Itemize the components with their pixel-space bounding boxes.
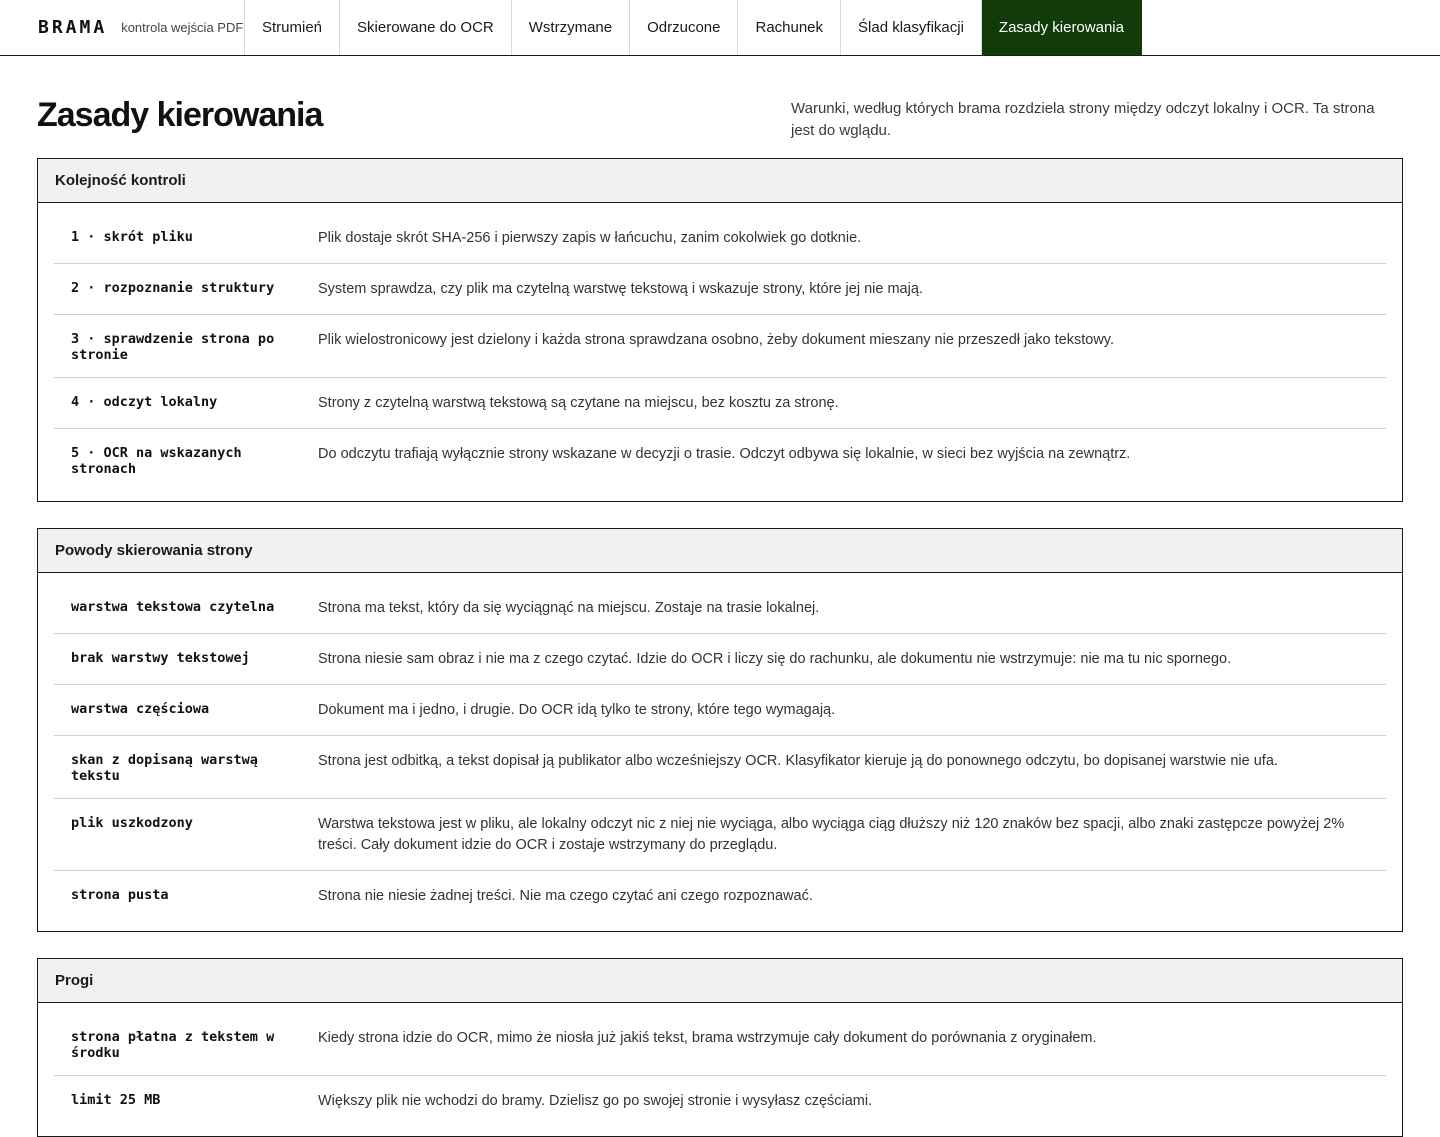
tab-skierowane-do-ocr[interactable]: Skierowane do OCR xyxy=(340,0,512,55)
rule-row xyxy=(54,315,1386,378)
brand xyxy=(0,0,244,55)
rule-term: 5 · OCR na wskazanych stronach xyxy=(71,445,242,477)
rule-description: Dokument ma i jedno, i drugie. Do OCR idą tylko te strony, które tego wymagają. xyxy=(318,702,836,718)
top-bar xyxy=(0,0,1440,56)
tab-slad-klasyfikacji[interactable]: Ślad klasyfikacji xyxy=(841,0,982,55)
rule-description: Kiedy strona idzie do OCR, mimo że niosła już jakiś tekst, brama wstrzymuje cały dokument do porównania z oryginałem. xyxy=(318,1030,1097,1046)
rule-description: Strony z czytelną warstwą tekstową są czytane na miejscu, bez kosztu za stronę. xyxy=(318,395,839,411)
rule-row xyxy=(54,264,1386,315)
rule-row xyxy=(54,799,1386,871)
rule-term: limit 25 MB xyxy=(71,1092,161,1108)
rule-description: Strona jest odbitką, a tekst dopisał ją publikator albo wcześniejszy OCR. Klasyfikator kieruje ją do ponownego odczytu, bo dopisanej warstwie nie ufa. xyxy=(318,753,1278,769)
section-kolejnosc-kontroli xyxy=(37,158,1403,502)
rule-row xyxy=(54,685,1386,736)
rule-term: strona płatna z tekstem w środku xyxy=(71,1029,275,1061)
rule-term: plik uszkodzony xyxy=(71,815,193,831)
page-header xyxy=(0,56,1440,158)
rule-description: Strona niesie sam obraz i nie ma z czego czytać. Idzie do OCR i liczy się do rachunku, ale dokumentu nie wstrzymuje: nie ma tu nic spornego. xyxy=(318,651,1232,667)
rule-term: 3 · sprawdzenie strona po stronie xyxy=(71,331,275,363)
rule-row xyxy=(54,634,1386,685)
tab-odrzucone[interactable]: Odrzucone xyxy=(630,0,738,55)
rule-row xyxy=(54,1076,1386,1126)
rule-row xyxy=(54,871,1386,921)
rule-description: Strona ma tekst, który da się wyciągnąć na miejscu. Zostaje na trasie lokalnej. xyxy=(318,600,820,616)
rule-term: brak warstwy tekstowej xyxy=(71,650,250,666)
main-nav xyxy=(244,0,1142,55)
rule-term: warstwa tekstowa czytelna xyxy=(71,599,275,615)
rule-description: System sprawdza, czy plik ma czytelną warstwę tekstową i wskazuje strony, które jej nie mają. xyxy=(318,281,923,297)
rule-description: Do odczytu trafiają wyłącznie strony wskazane w decyzji o trasie. Odczyt odbywa się lokalnie, w sieci bez wyjścia na zewnątrz. xyxy=(318,446,1131,462)
section-title: Progi xyxy=(38,959,1402,1003)
brand-name: BRAMA xyxy=(38,17,108,38)
section-powody-skierowania xyxy=(37,528,1403,932)
tab-rachunek[interactable]: Rachunek xyxy=(738,0,841,55)
rule-row xyxy=(54,1013,1386,1076)
rule-description: Strona nie niesie żadnej treści. Nie ma czego czytać ani czego rozpoznawać. xyxy=(318,888,813,904)
rule-description: Warstwa tekstowa jest w pliku, ale lokalny odczyt nic z niej nie wyciąga, albo wyciąga ciąg dłuższy niż 120 znaków bez spacji, albo znaki zastępcze powyżej 2% treści. Cały dokument idzie do OCR i zostaje wstrzymany do przeglądu. xyxy=(318,816,1345,853)
rule-term: strona pusta xyxy=(71,887,169,903)
tab-strumien[interactable]: Strumień xyxy=(245,0,340,55)
section-title: Powody skierowania strony xyxy=(38,529,1402,573)
rule-term: 4 · odczyt lokalny xyxy=(71,394,218,410)
rule-row xyxy=(54,429,1386,491)
rule-term: 1 · skrót pliku xyxy=(71,229,193,245)
rule-term: skan z dopisaną warstwą tekstu xyxy=(71,752,258,784)
rule-description: Plik wielostronicowy jest dzielony i każda strona sprawdzana osobno, żeby dokument mieszany nie przeszedł jako tekstowy. xyxy=(318,332,1115,348)
rule-row xyxy=(54,583,1386,634)
section-title: Kolejność kontroli xyxy=(38,159,1402,203)
rule-description: Większy plik nie wchodzi do bramy. Dzielisz go po swojej stronie i wysyłasz częściami. xyxy=(318,1093,873,1109)
brand-subtitle: kontrola wejścia PDF xyxy=(121,20,244,35)
page-title: Zasady kierowania xyxy=(37,96,323,134)
rule-row xyxy=(54,213,1386,264)
rule-term: warstwa częściowa xyxy=(71,701,210,717)
tab-zasady-kierowania[interactable]: Zasady kierowania xyxy=(982,0,1142,55)
section-progi xyxy=(37,958,1403,1137)
rule-row xyxy=(54,736,1386,799)
page-description: Warunki, według których brama rozdziela strony między odczyt lokalny i OCR. Ta strona jest do wglądu. xyxy=(791,100,1375,139)
rule-row xyxy=(54,378,1386,429)
tab-wstrzymane[interactable]: Wstrzymane xyxy=(512,0,630,55)
rule-description: Plik dostaje skrót SHA-256 i pierwszy zapis w łańcuchu, zanim cokolwiek go dotknie. xyxy=(318,230,862,246)
rule-term: 2 · rozpoznanie struktury xyxy=(71,280,275,296)
